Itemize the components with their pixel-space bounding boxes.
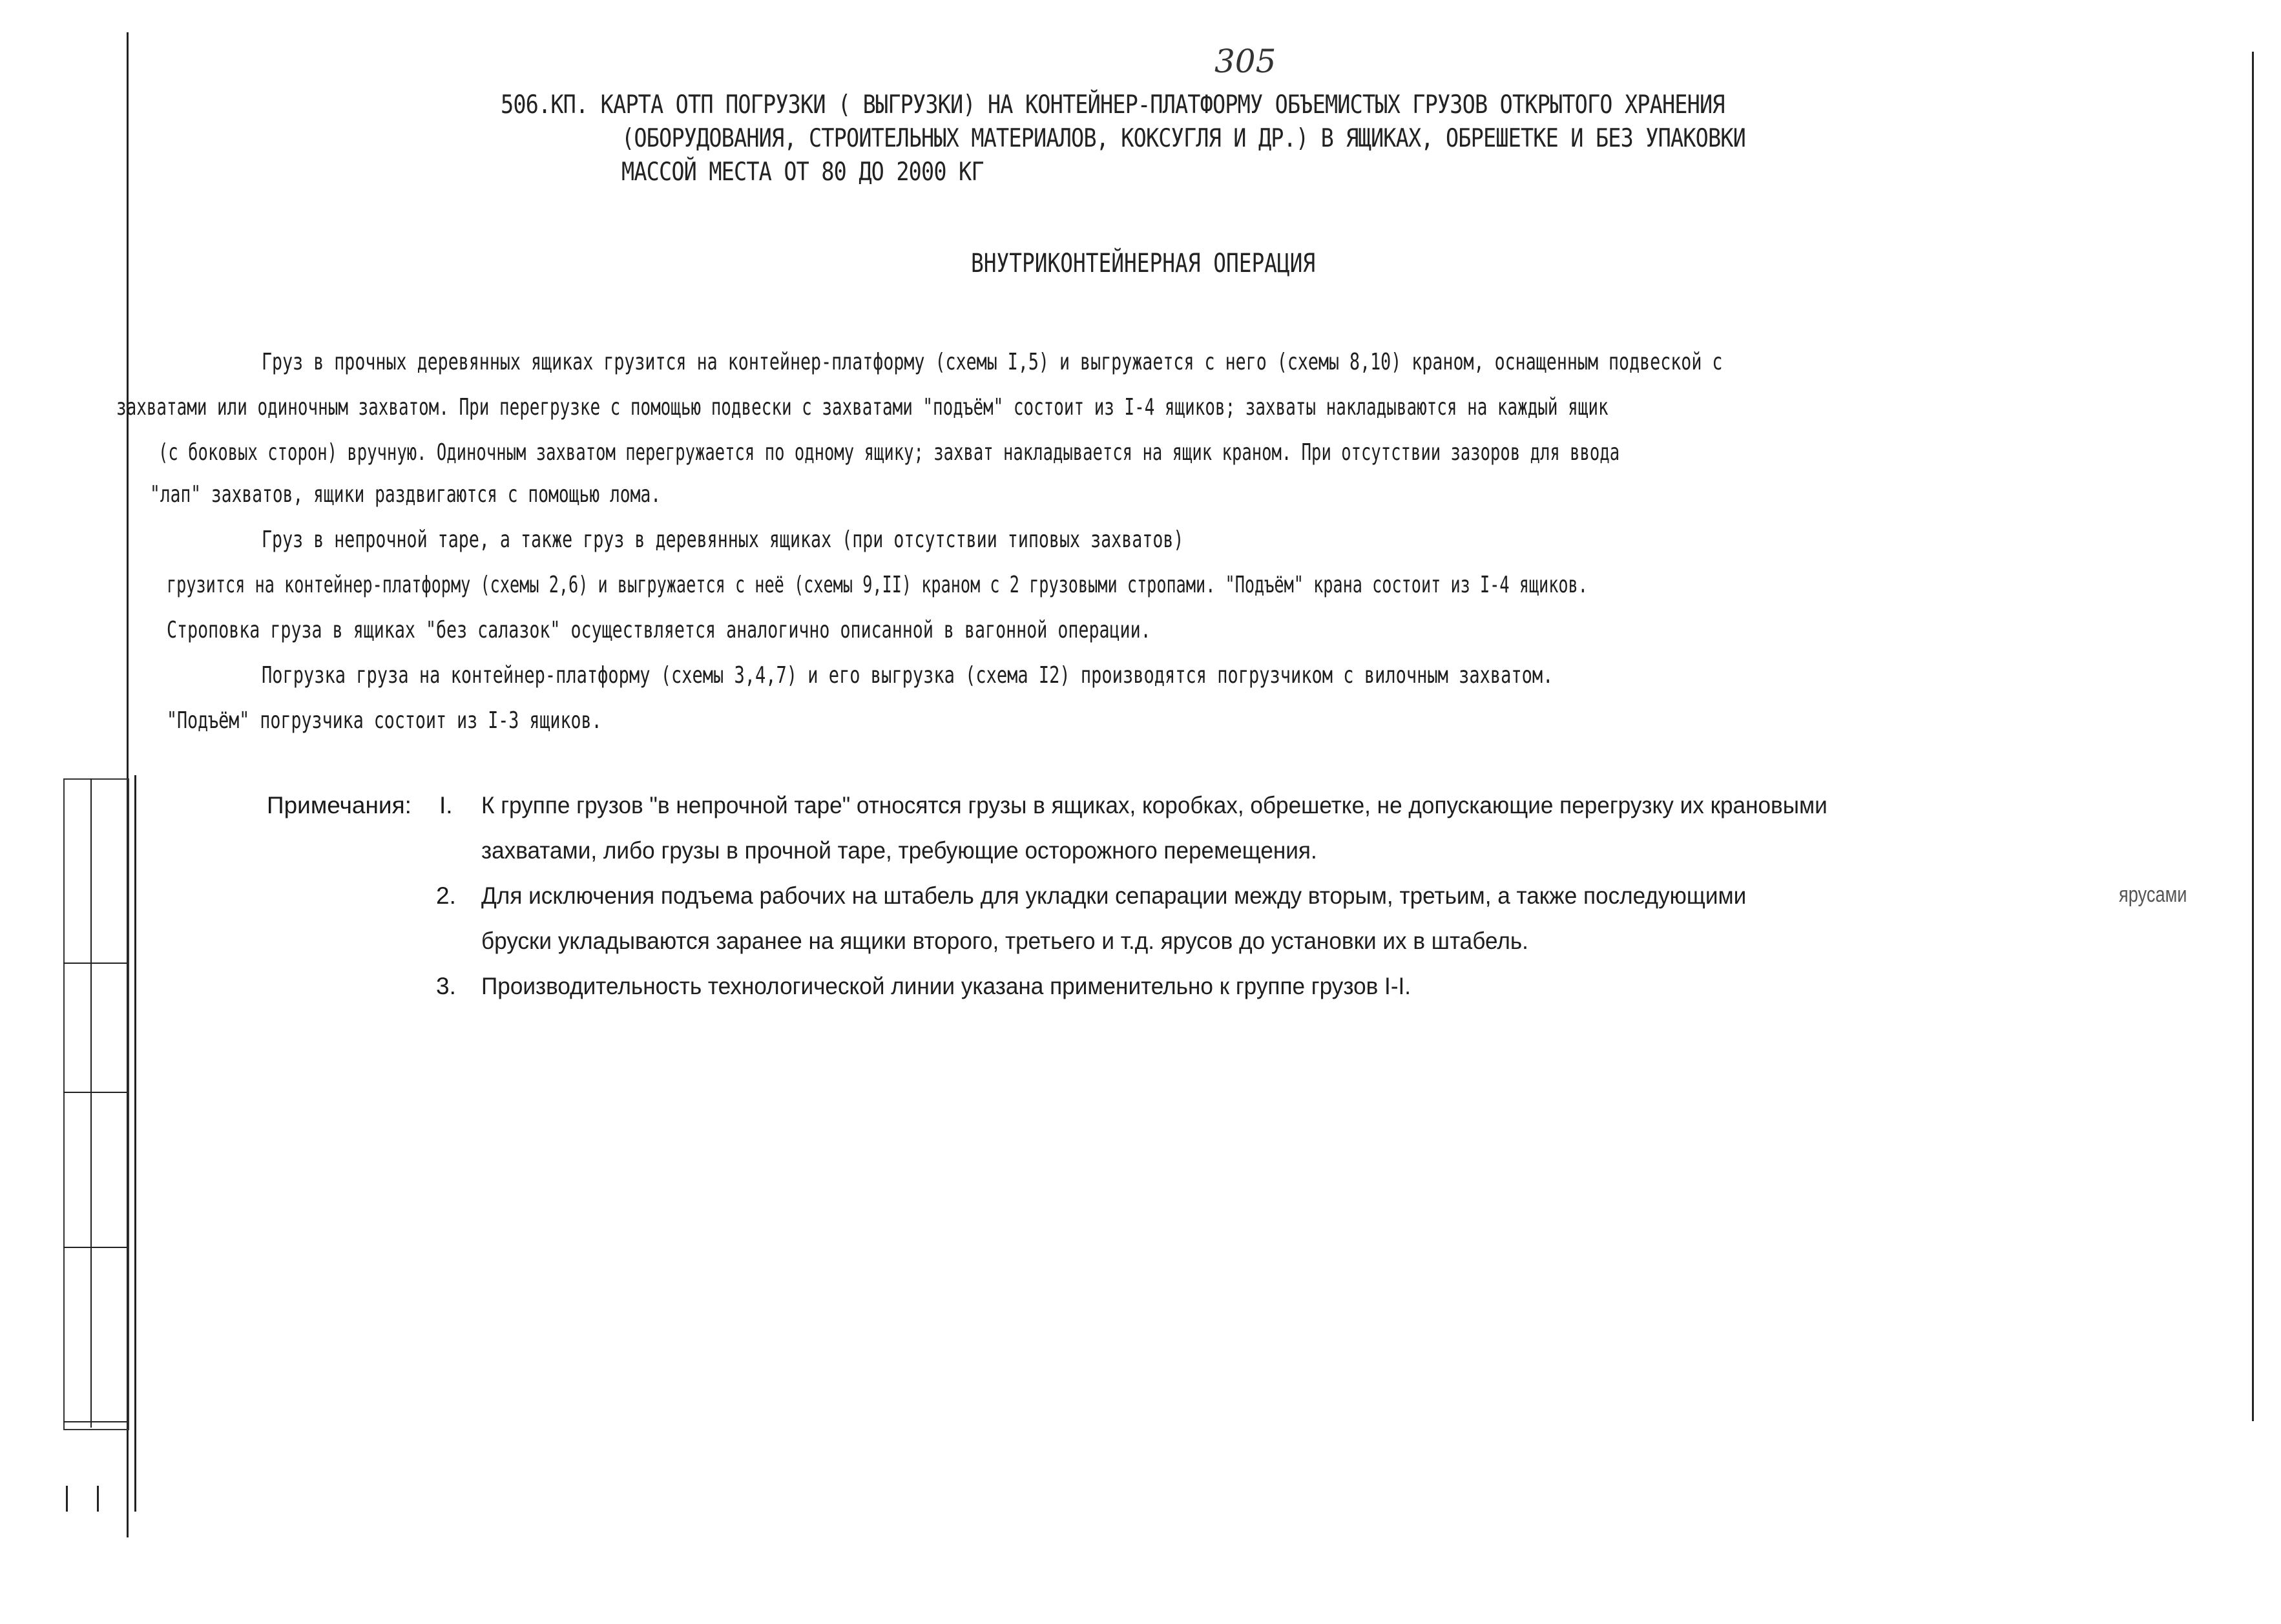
body-line-7: Строповка груза в ящиках "без салазок" осуществляется аналогично описанной в вагонной операции. [167, 617, 1151, 643]
stamp-divider [63, 1092, 127, 1093]
note-number: I. [439, 792, 453, 818]
stamp-tick [66, 1486, 68, 1512]
stamp-tick [97, 1486, 99, 1512]
stamp-divider [90, 778, 92, 1428]
notes-label: Примечания: [267, 792, 411, 818]
body-line-4: "лап" захватов, ящики раздвигаются с помощью лома. [150, 481, 661, 508]
margin-stamp [63, 778, 129, 1430]
note-2-line-2: бруски укладываются заранее на ящики второго, третьего и т.д. ярусов до установки их в штабель. [481, 928, 1528, 954]
note-3-line-1: Производительность технологической линии указана применительно к группе грузов I-I. [481, 973, 1411, 999]
stamp-divider [63, 1421, 127, 1422]
body-line-3: (с боковых сторон) вручную. Одиночным захватом перегружается по одному ящику; захват накладывается на ящик краном. При отсутствии зазоров для ввода [158, 439, 1620, 466]
note-1-line-2: захватами, либо грузы в прочной таре, требующие осторожного перемещения. [481, 837, 1317, 864]
header-line-2: (ОБОРУДОВАНИЯ, СТРОИТЕЛЬНЫХ МАТЕРИАЛОВ, КОКСУГЛЯ И ДР.) В ЯЩИКАХ, ОБРЕШЕТКЕ И БЕЗ УПАКОВКИ [621, 124, 1745, 153]
body-line-9: "Подъём" погрузчика состоит из I-3 ящиков. [167, 707, 602, 734]
right-border-line [2252, 52, 2254, 1421]
body-line-2: захватами или одиночным захватом. При перегрузке с помощью подвески с захватами "подъём" состоит из I-4 ящиков; захваты накладываются на каждый ящик [116, 394, 1609, 421]
note-1-line-1: К группе грузов "в непрочной таре" относятся грузы в ящиках, коробках, обрешетке, не допускающие перегрузку их крановыми [481, 792, 1828, 818]
header-line-1: 506.КП. КАРТА ОТП ПОГРУЗКИ ( ВЫГРУЗКИ) НА КОНТЕЙНЕР-ПЛАТФОРМУ ОБЪЕМИСТЫХ ГРУЗОВ ОТКРЫТОГО ХРАНЕНИЯ [501, 90, 1725, 120]
left-border-line-lower [134, 775, 136, 1512]
note-2-line-1: Для исключения подъема рабочих на штабель для укладки сепарации между вторым, третьим, а также последующими [481, 882, 1747, 909]
header-line-3: МАССОЙ МЕСТА ОТ 80 ДО 2000 КГ [621, 158, 984, 187]
note-number: 3. [436, 973, 456, 999]
stamp-divider [63, 963, 127, 964]
stamp-divider [63, 1247, 127, 1248]
body-line-5: Груз в непрочной таре, а также груз в деревянных ящиках (при отсутствии типовых захватов) [262, 526, 1184, 553]
section-title: ВНУТРИКОНТЕЙНЕРНАЯ ОПЕРАЦИЯ [971, 249, 1316, 278]
page-number: 305 [1214, 43, 1276, 80]
note-number: 2. [436, 882, 456, 909]
body-line-8: Погрузка груза на контейнер-платформу (схемы 3,4,7) и его выгрузка (схема I2) производятся погрузчиком с вилочным захватом. [262, 662, 1554, 689]
body-line-6: грузится на контейнер-платформу (схемы 2,6) и выгружается с неё (схемы 9,II) краном с 2 грузовыми стропами. "Подъём" крана состоит из I-4 ящиков. [167, 572, 1588, 598]
body-line-1: Груз в прочных деревянных ящиках грузится на контейнер-платформу (схемы I,5) и выгружается с него (схемы 8,10) краном, оснащенным подвеской с [262, 349, 1723, 375]
note-2-trailing-word: ярусами [2119, 882, 2187, 907]
